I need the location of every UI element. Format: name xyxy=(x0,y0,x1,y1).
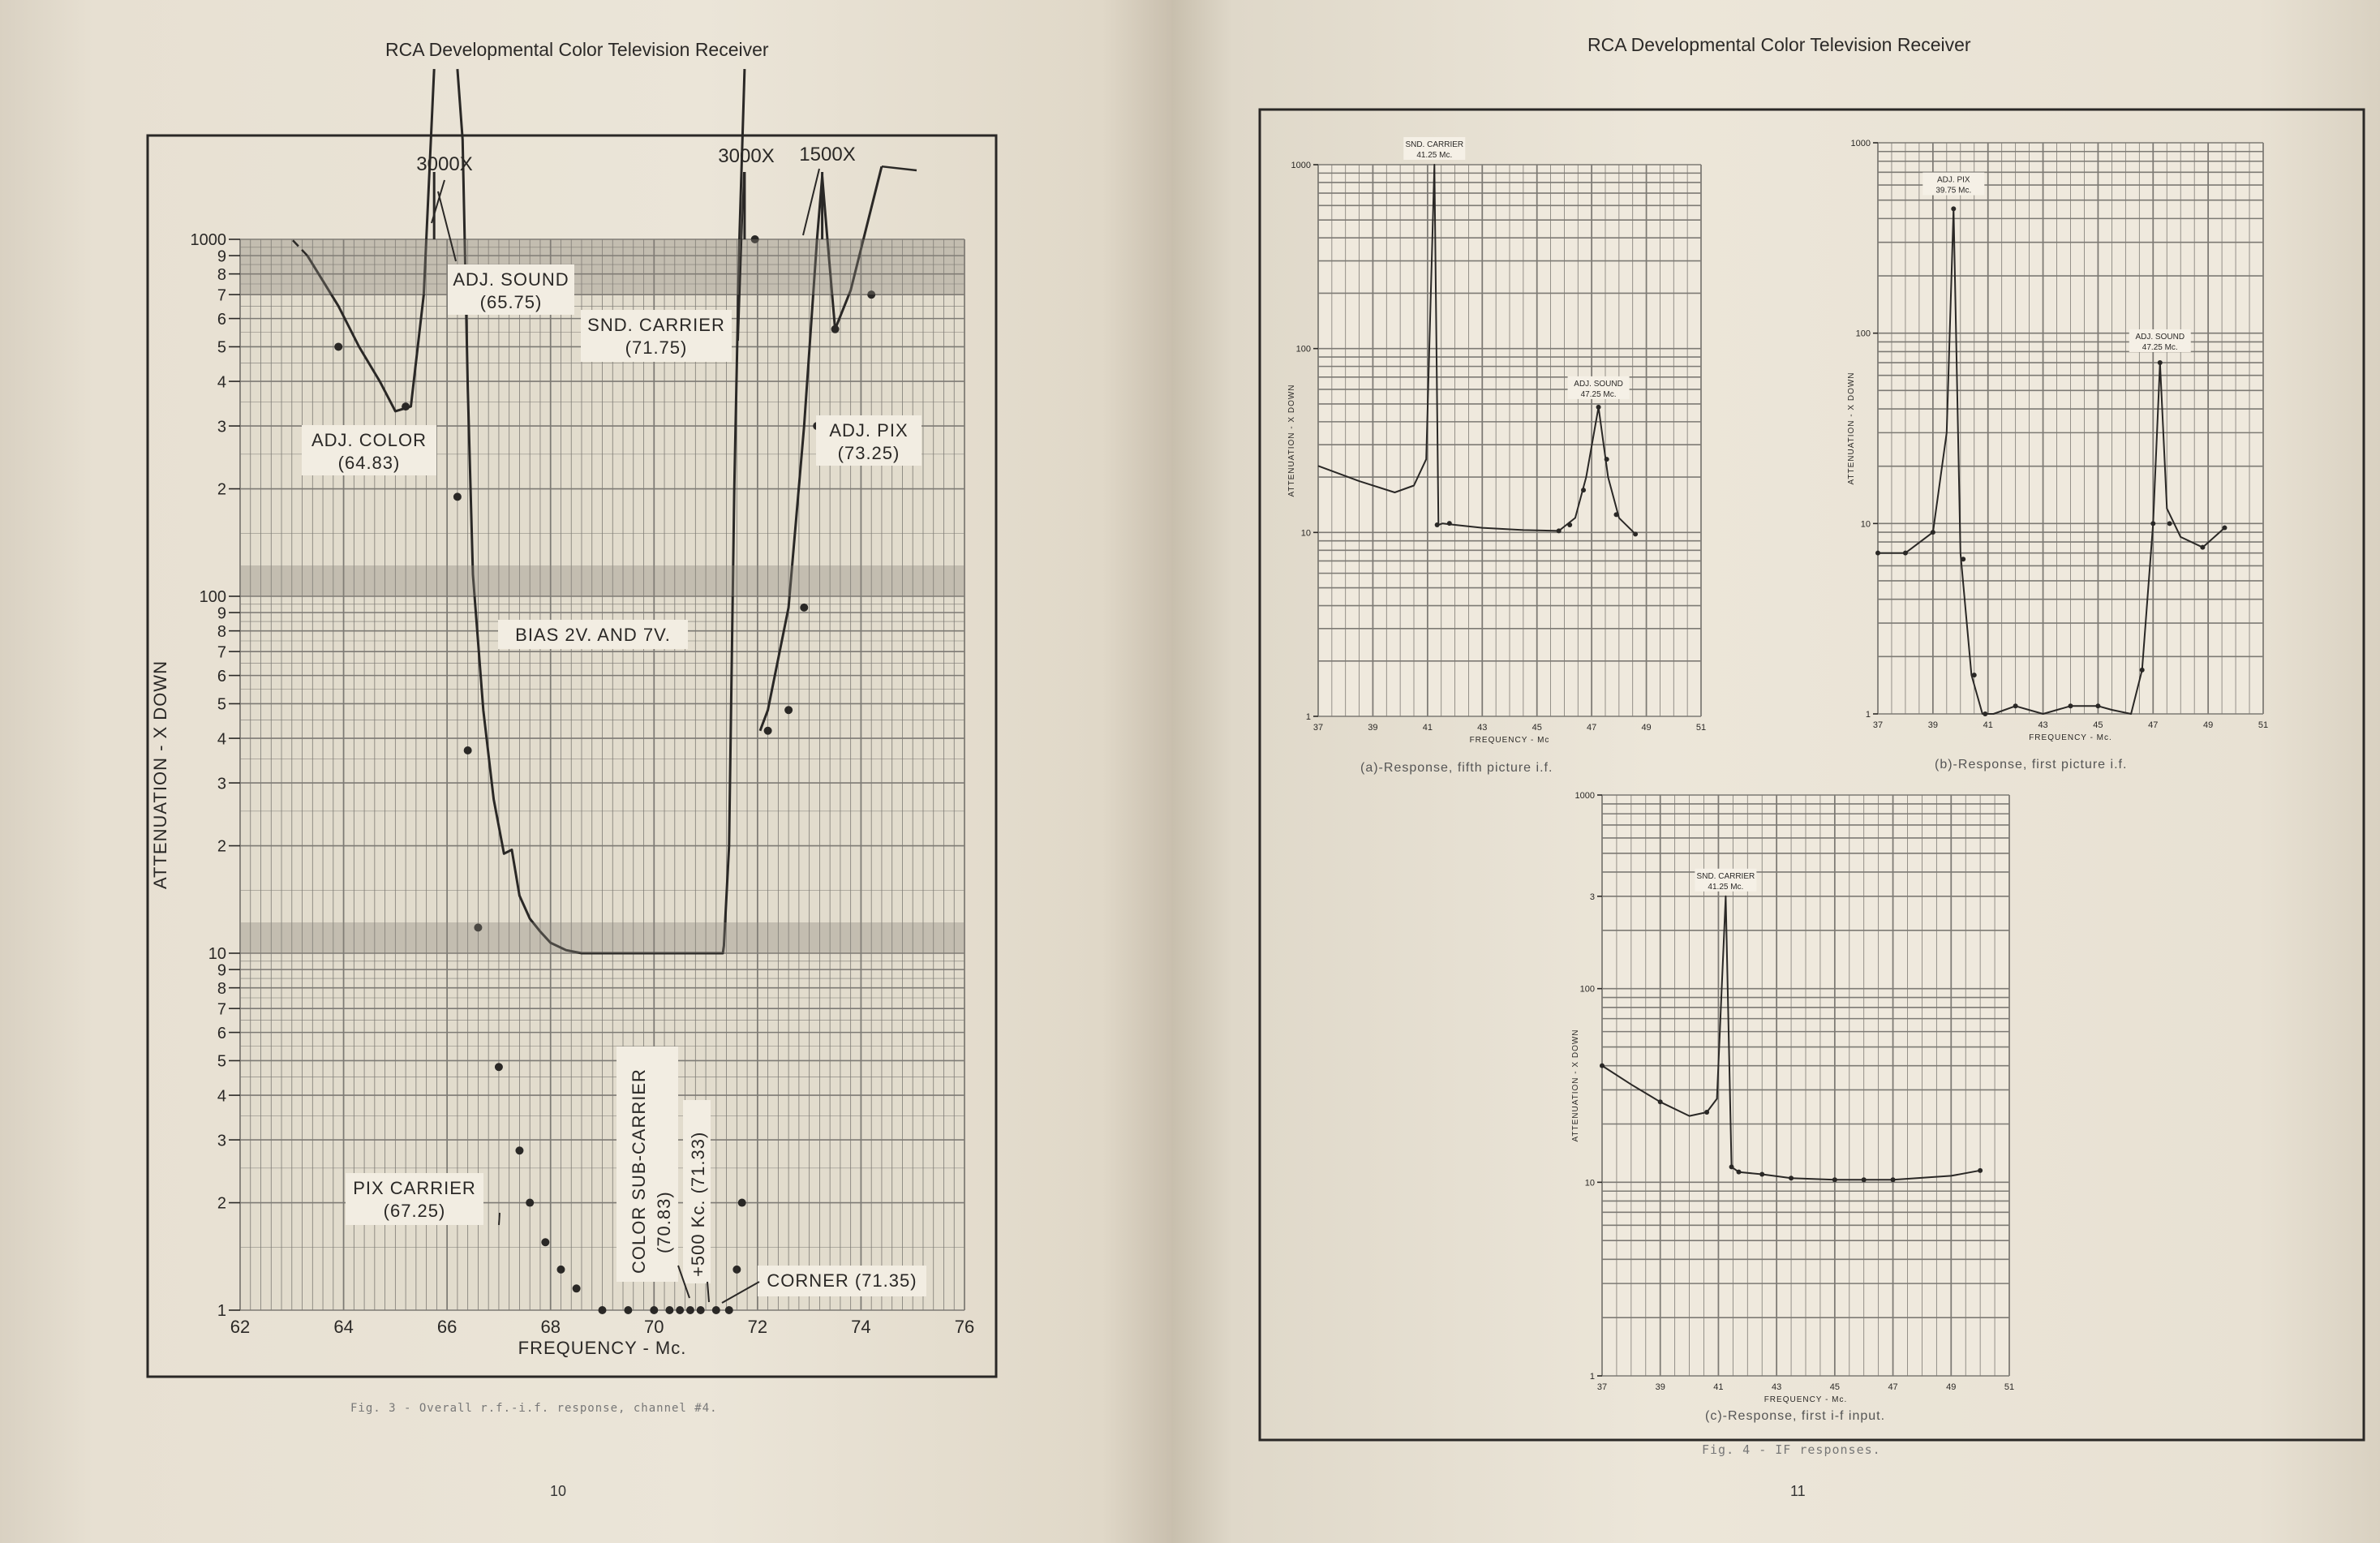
fig4a-ytick-label: 100 xyxy=(1295,344,1311,355)
fig4b-data-point xyxy=(1972,673,1977,677)
fig4b-caption: (b)-Response, first picture i.f. xyxy=(1935,758,2128,772)
fig4-panel xyxy=(1172,0,2380,1460)
fig3-xtick-label: 72 xyxy=(747,1317,768,1337)
fig4a-xtick-label: 41 xyxy=(1422,723,1433,733)
fig4a-annot-text: ADJ. SOUND xyxy=(1574,379,1623,389)
fig3-ytick-label: 7 xyxy=(217,286,226,305)
fig3-band xyxy=(240,565,964,596)
fig3-corner-text: CORNER (71.35) xyxy=(767,1270,917,1291)
fig3-chart xyxy=(0,0,1172,1444)
fig3-data-point xyxy=(725,1306,733,1314)
fig4c-data-point xyxy=(1729,1164,1734,1169)
fig4a-group xyxy=(1287,137,1706,745)
fig4a-data-point xyxy=(1435,522,1440,527)
fig3-adj-color-text: ADJ. COLOR xyxy=(311,430,427,450)
fig3-data-point xyxy=(573,1284,581,1292)
fig3-data-point xyxy=(665,1306,673,1314)
fig4a-xtick-label: 47 xyxy=(1587,723,1597,733)
fig3-peak-label: 3000X xyxy=(416,153,473,175)
fig4c-ytick-label: 3 xyxy=(1589,892,1595,902)
fig4a-data-point xyxy=(1581,488,1586,492)
fig3-adj-sound-text: (65.75) xyxy=(479,292,543,312)
fig3-data-point xyxy=(402,402,410,410)
fig4b-xtick-label: 45 xyxy=(2093,720,2103,730)
fig4b-data-point xyxy=(1875,551,1880,556)
fig4a-xtick-label: 37 xyxy=(1312,723,1324,733)
fig4a-xtick-label: 51 xyxy=(1695,723,1707,733)
fig4c-data-point xyxy=(1737,1170,1742,1175)
fig3-data-point xyxy=(732,1266,741,1274)
fig4c-ylabel: ATTENUATION - X DOWN xyxy=(1571,1029,1580,1142)
fig3-data-point xyxy=(541,1238,549,1246)
fig4b-data-point xyxy=(2069,703,2073,708)
fig4c-ytick-label: 10 xyxy=(1584,1178,1595,1188)
fig4b-data-point xyxy=(2200,545,2205,550)
fig4a-xtick-label: 45 xyxy=(1532,723,1542,733)
fig4a-ylabel: ATTENUATION - X DOWN xyxy=(1287,384,1296,497)
fig3-data-point xyxy=(599,1306,607,1314)
fig4b-ytick-label: 1 xyxy=(1865,709,1871,720)
fig3-peak-label: 1500X xyxy=(799,144,856,165)
fig4a-data-point xyxy=(1633,531,1638,536)
fig4b-annot-text: ADJ. PIX xyxy=(1937,175,1970,185)
fig3-ytick-label: 10 xyxy=(208,945,226,964)
fig4a-data-point xyxy=(1596,405,1601,410)
fig3-ytick-label: 8 xyxy=(217,979,226,998)
fig3-ytick-label: 6 xyxy=(217,1024,226,1042)
fig3-ytick-label: 7 xyxy=(217,1000,226,1019)
fig4a-data-point xyxy=(1613,512,1618,517)
right-page xyxy=(1172,0,2380,1543)
fig4c-xtick-label: 51 xyxy=(2004,1382,2015,1392)
fig3-data-point xyxy=(676,1306,684,1314)
fig3-data-point xyxy=(526,1199,534,1207)
fig4b-data-point xyxy=(2013,703,2018,708)
fig3-data-point xyxy=(464,746,472,754)
fig4b-data-point xyxy=(2158,360,2163,365)
fig4c-data-point xyxy=(1704,1110,1709,1115)
fig3-data-point xyxy=(495,1063,503,1071)
fig4-caption: Fig. 4 - IF responses. xyxy=(1702,1442,1881,1457)
fig3-ytick-label: 9 xyxy=(217,247,226,266)
fig4b-ytick-label: 1000 xyxy=(1850,138,1871,148)
fig3-ytick-label: 7 xyxy=(217,643,226,662)
fig3-xtick-label: 64 xyxy=(333,1317,354,1337)
fig4b-xtick-label: 49 xyxy=(2203,720,2214,730)
fig3-data-point xyxy=(831,325,840,333)
fig3-adj-sound-text: ADJ. SOUND xyxy=(453,269,569,290)
fig4b-ytick-label: 100 xyxy=(1855,329,1871,339)
fig4a-xtick-label: 43 xyxy=(1477,723,1488,733)
fig3-peak-label: 3000X xyxy=(718,145,775,167)
fig4c-data-point xyxy=(1789,1176,1794,1180)
fig3-ytick-label: 4 xyxy=(217,373,226,392)
fig3-ylabel: ATTENUATION - X DOWN xyxy=(150,660,170,889)
fig4a-data-point xyxy=(1557,528,1562,533)
fig3-extension xyxy=(882,166,917,170)
fig4c-xtick-label: 47 xyxy=(1888,1382,1898,1392)
fig3-data-point xyxy=(515,1146,523,1154)
fig3-band xyxy=(240,922,964,953)
fig4c-xtick-label: 41 xyxy=(1713,1382,1724,1392)
fig3-ytick-label: 4 xyxy=(217,730,226,749)
fig3-data-point xyxy=(556,1266,565,1274)
fig3-ytick-label: 2 xyxy=(217,1194,226,1213)
fig3-data-point xyxy=(697,1306,705,1314)
fig3-ytick-label: 100 xyxy=(199,588,226,607)
fig4a-data-point xyxy=(1605,457,1609,462)
fig4b-data-point xyxy=(2095,703,2100,708)
fig4c-data-point xyxy=(1862,1177,1867,1182)
fig4c-xlabel: FREQUENCY - Mc. xyxy=(1764,1395,1848,1404)
fig4b-data-point xyxy=(2150,521,2155,526)
page-number-right: 11 xyxy=(1790,1483,1806,1499)
fig4b-data-point xyxy=(1903,551,1908,556)
fig4b-ylabel: ATTENUATION - X DOWN xyxy=(1847,372,1856,485)
fig4c-xtick-label: 45 xyxy=(1829,1382,1840,1392)
fig3-ytick-label: 9 xyxy=(217,604,226,623)
fig4c-data-point xyxy=(1759,1171,1764,1176)
fig4c-annot-text: SND. CARRIER xyxy=(1696,871,1755,881)
fig3-subcarrier-sub: (70.83) xyxy=(654,1191,674,1253)
left-page xyxy=(0,0,1172,1543)
fig3-pix-carrier-text: (67.25) xyxy=(383,1201,446,1221)
fig4a-annot-sub: 41.25 Mc. xyxy=(1416,151,1453,160)
fig3-ytick-label: 2 xyxy=(217,480,226,499)
fig3-xtick-label: 74 xyxy=(851,1317,871,1337)
fig4b-data-point xyxy=(1931,530,1935,535)
fig3-adj-color-text: (64.83) xyxy=(337,453,401,473)
fig4a-caption: (a)-Response, fifth picture i.f. xyxy=(1360,761,1553,775)
fig4b-xtick-label: 43 xyxy=(2038,720,2048,730)
fig4b-group xyxy=(1847,139,2268,742)
fig4b-xtick-label: 47 xyxy=(2148,720,2159,730)
fig3-adj-pix-text: (73.25) xyxy=(837,443,900,463)
fig4c-data-point xyxy=(1658,1099,1663,1104)
fig3-ytick-label: 9 xyxy=(217,961,226,980)
fig3-ytick-label: 5 xyxy=(217,1052,226,1071)
fig3-subcarrier-label: COLOR SUB-CARRIER xyxy=(629,1068,649,1274)
fig3-data-point xyxy=(800,604,808,612)
fig4a-xtick-label: 49 xyxy=(1641,723,1652,733)
fig4c-xtick-label: 43 xyxy=(1772,1382,1782,1392)
running-head-right: RCA Developmental Color Television Receiver xyxy=(1587,34,1971,55)
fig4a-xlabel: FREQUENCY - Mc xyxy=(1469,736,1550,745)
fig4b-data-point xyxy=(2223,526,2227,531)
fig3-ytick-label: 5 xyxy=(217,695,226,714)
fig4b-data-point xyxy=(2140,668,2145,673)
fig4c-data-point xyxy=(1600,1064,1605,1068)
fig4c-ytick-label: 1000 xyxy=(1574,790,1595,801)
fig3-pointer xyxy=(803,169,819,235)
fig3-ytick-label: 6 xyxy=(217,310,226,329)
fig3-snd-carrier-text: SND. CARRIER xyxy=(587,315,725,335)
fig4b-xtick-label: 51 xyxy=(2258,720,2269,730)
fig3-snd-carrier-text: (71.75) xyxy=(625,337,688,358)
fig3-ytick-label: 6 xyxy=(217,667,226,686)
fig3-ytick-label: 4 xyxy=(217,1087,226,1106)
fig3-data-point xyxy=(453,492,462,501)
fig3-xtick-label: 70 xyxy=(644,1317,664,1337)
fig4c-data-point xyxy=(1891,1177,1896,1182)
fig4a-ytick-label: 10 xyxy=(1300,528,1311,539)
fig4a-ytick-label: 1 xyxy=(1305,711,1311,722)
fig4b-data-point xyxy=(1983,711,1987,716)
fig3-data-point xyxy=(784,706,793,714)
fig3-data-point xyxy=(764,727,772,735)
fig3-group xyxy=(148,69,996,1377)
fig4c-group xyxy=(1571,791,2014,1404)
fig4a-data-point xyxy=(1447,521,1452,526)
fig3-xtick-label: 66 xyxy=(436,1317,458,1337)
fig3-ytick-label: 8 xyxy=(217,622,226,641)
fig4c-ytick-label: 1 xyxy=(1589,1371,1595,1382)
fig3-data-point xyxy=(624,1306,632,1314)
fig4c-caption: (c)-Response, first i-f input. xyxy=(1705,1409,1886,1423)
fig3-pointer xyxy=(499,1213,500,1225)
fig3-xtick-label: 62 xyxy=(230,1317,251,1337)
fig3-data-point xyxy=(334,342,342,350)
fig4b-xtick-label: 41 xyxy=(1983,720,1993,730)
fig4b-data-point xyxy=(2167,521,2172,526)
fig4c-xtick-label: 37 xyxy=(1596,1382,1608,1392)
fig3-data-point xyxy=(712,1306,720,1314)
fig3-xtick-label: 68 xyxy=(540,1317,561,1337)
fig3-ytick-label: 5 xyxy=(217,338,226,357)
fig4b-data-point xyxy=(1961,557,1965,561)
fig3-pix-carrier-text: PIX CARRIER xyxy=(353,1178,476,1198)
fig4c-annot-sub: 41.25 Mc. xyxy=(1708,882,1744,892)
fig3-ytick-label: 3 xyxy=(217,775,226,793)
fig3-data-point xyxy=(738,1199,746,1207)
fig4b-annot-sub: 47.25 Mc. xyxy=(2142,342,2178,352)
fig4b-ytick-label: 10 xyxy=(1860,519,1871,530)
fig3-ytick-label: 3 xyxy=(217,418,226,436)
page-number-left: 10 xyxy=(550,1483,567,1499)
fig3-xtick-label: 76 xyxy=(954,1317,975,1337)
fig3-ytick-label: 8 xyxy=(217,265,226,284)
fig3-ytick-label: 1000 xyxy=(190,231,226,250)
fig4a-data-point xyxy=(1567,522,1572,527)
fig4c-ytick-label: 100 xyxy=(1579,984,1595,995)
fig4a-xtick-label: 39 xyxy=(1368,723,1378,733)
fig3-xlabel: FREQUENCY - Mc. xyxy=(518,1338,687,1358)
fig3-data-point xyxy=(686,1306,694,1314)
fig4c-xtick-label: 49 xyxy=(1946,1382,1957,1392)
fig4a-annot-sub: 47.25 Mc. xyxy=(1580,389,1617,399)
fig3-ytick-label: 2 xyxy=(217,837,226,856)
fig4b-data-point xyxy=(1951,206,1956,211)
fig3-band xyxy=(240,239,964,294)
fig4a-annot-text: SND. CARRIER xyxy=(1405,140,1464,149)
fig4a-ytick-label: 1000 xyxy=(1291,160,1311,170)
fig4c-xtick-label: 39 xyxy=(1655,1382,1665,1392)
fig4b-xtick-label: 37 xyxy=(1872,720,1884,730)
running-head-left: RCA Developmental Color Television Receiver xyxy=(385,39,769,60)
fig4b-annot-sub: 39.75 Mc. xyxy=(1935,186,1972,196)
fig3-data-point xyxy=(650,1306,658,1314)
fig3-kc-label: +500 Kc. (71.33) xyxy=(688,1131,708,1277)
fig4b-annot-text: ADJ. SOUND xyxy=(2135,332,2185,342)
fig4b-xtick-label: 39 xyxy=(1927,720,1938,730)
fig3-ytick-label: 1 xyxy=(217,1302,226,1321)
fig3-adj-pix-text: ADJ. PIX xyxy=(829,420,909,441)
fig4c-data-point xyxy=(1978,1168,1983,1173)
fig3-bias-text: BIAS 2V. AND 7V. xyxy=(515,625,671,645)
fig3-ytick-label: 3 xyxy=(217,1132,226,1150)
fig4c-data-point xyxy=(1832,1177,1837,1182)
fig4b-xlabel: FREQUENCY - Mc. xyxy=(2029,733,2112,742)
fig3-caption: Fig. 3 - Overall r.f.-i.f. response, channel #4. xyxy=(350,1402,718,1415)
